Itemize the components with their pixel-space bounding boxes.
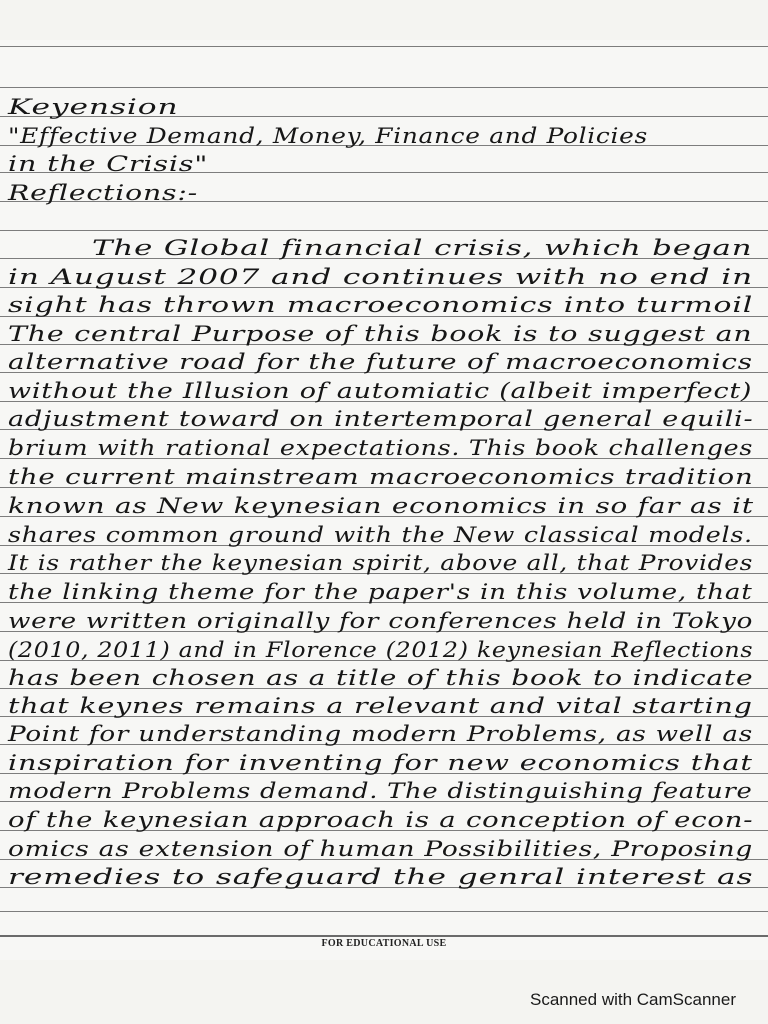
body-line: It is rather the keynesian spirit, above all, that Provides <box>8 551 754 575</box>
body-line: without the Illusion of automiatic (albeit imperfect) <box>8 379 753 403</box>
body-line: adjustment toward on intertemporal general equili- <box>8 407 754 431</box>
title-line: Keyension <box>8 95 179 119</box>
body-line: modern Problems demand. The distinguishing feature <box>8 779 753 803</box>
body-line: has been chosen as a title of this book to indicate <box>8 666 754 690</box>
ruled-line <box>0 911 768 912</box>
camscanner-watermark: Scanned with CamScanner <box>529 990 736 1009</box>
body-line: sight has thrown macroeconomics into turmoil <box>8 293 754 317</box>
notebook-page <box>0 40 768 960</box>
body-line: alternative road for the future of macroeconomics <box>8 350 753 374</box>
body-line: the current mainstream macroeconomics tradition <box>8 465 754 489</box>
ruled-line <box>0 87 768 88</box>
ruled-line <box>0 935 768 937</box>
body-line: of the keynesian approach is a conception of econ- <box>8 808 754 832</box>
body-line: in August 2007 and continues with no end in <box>8 265 754 289</box>
title-line: Reflections:- <box>8 181 199 205</box>
body-line: remedies to safeguard the genral interest as <box>8 865 754 889</box>
body-line: brium with rational expectations. This book challenges <box>8 436 754 460</box>
body-line: inspiration for inventing for new economics that <box>8 751 753 775</box>
body-line: Point for understanding modern Problems, as well as <box>8 722 753 746</box>
body-line: were written originally for conferences held in Tokyo <box>8 609 754 633</box>
title-line: in the Crisis" <box>8 152 209 176</box>
body-line: shares common ground with the New classical models. <box>8 523 753 547</box>
body-line: known as New keynesian economics in so far as it <box>8 494 754 518</box>
title-line: "Effective Demand, Money, Finance and Policies <box>8 124 648 148</box>
body-line: The central Purpose of this book is to suggest an <box>8 322 753 346</box>
body-line: that keynes remains a relevant and vital starting <box>8 694 753 718</box>
ruled-line <box>0 230 768 231</box>
body-line: omics as extension of human Possibilities, Proposing <box>8 837 754 861</box>
ruled-line <box>0 46 768 47</box>
footer-note: FOR EDUCATIONAL USE <box>321 938 447 949</box>
body-line: the linking theme for the paper's in this volume, that <box>8 580 753 604</box>
body-line: (2010, 2011) and in Florence (2012) keynesian Reflections <box>8 638 754 662</box>
body-line: The Global financial crisis, which began <box>92 236 753 260</box>
